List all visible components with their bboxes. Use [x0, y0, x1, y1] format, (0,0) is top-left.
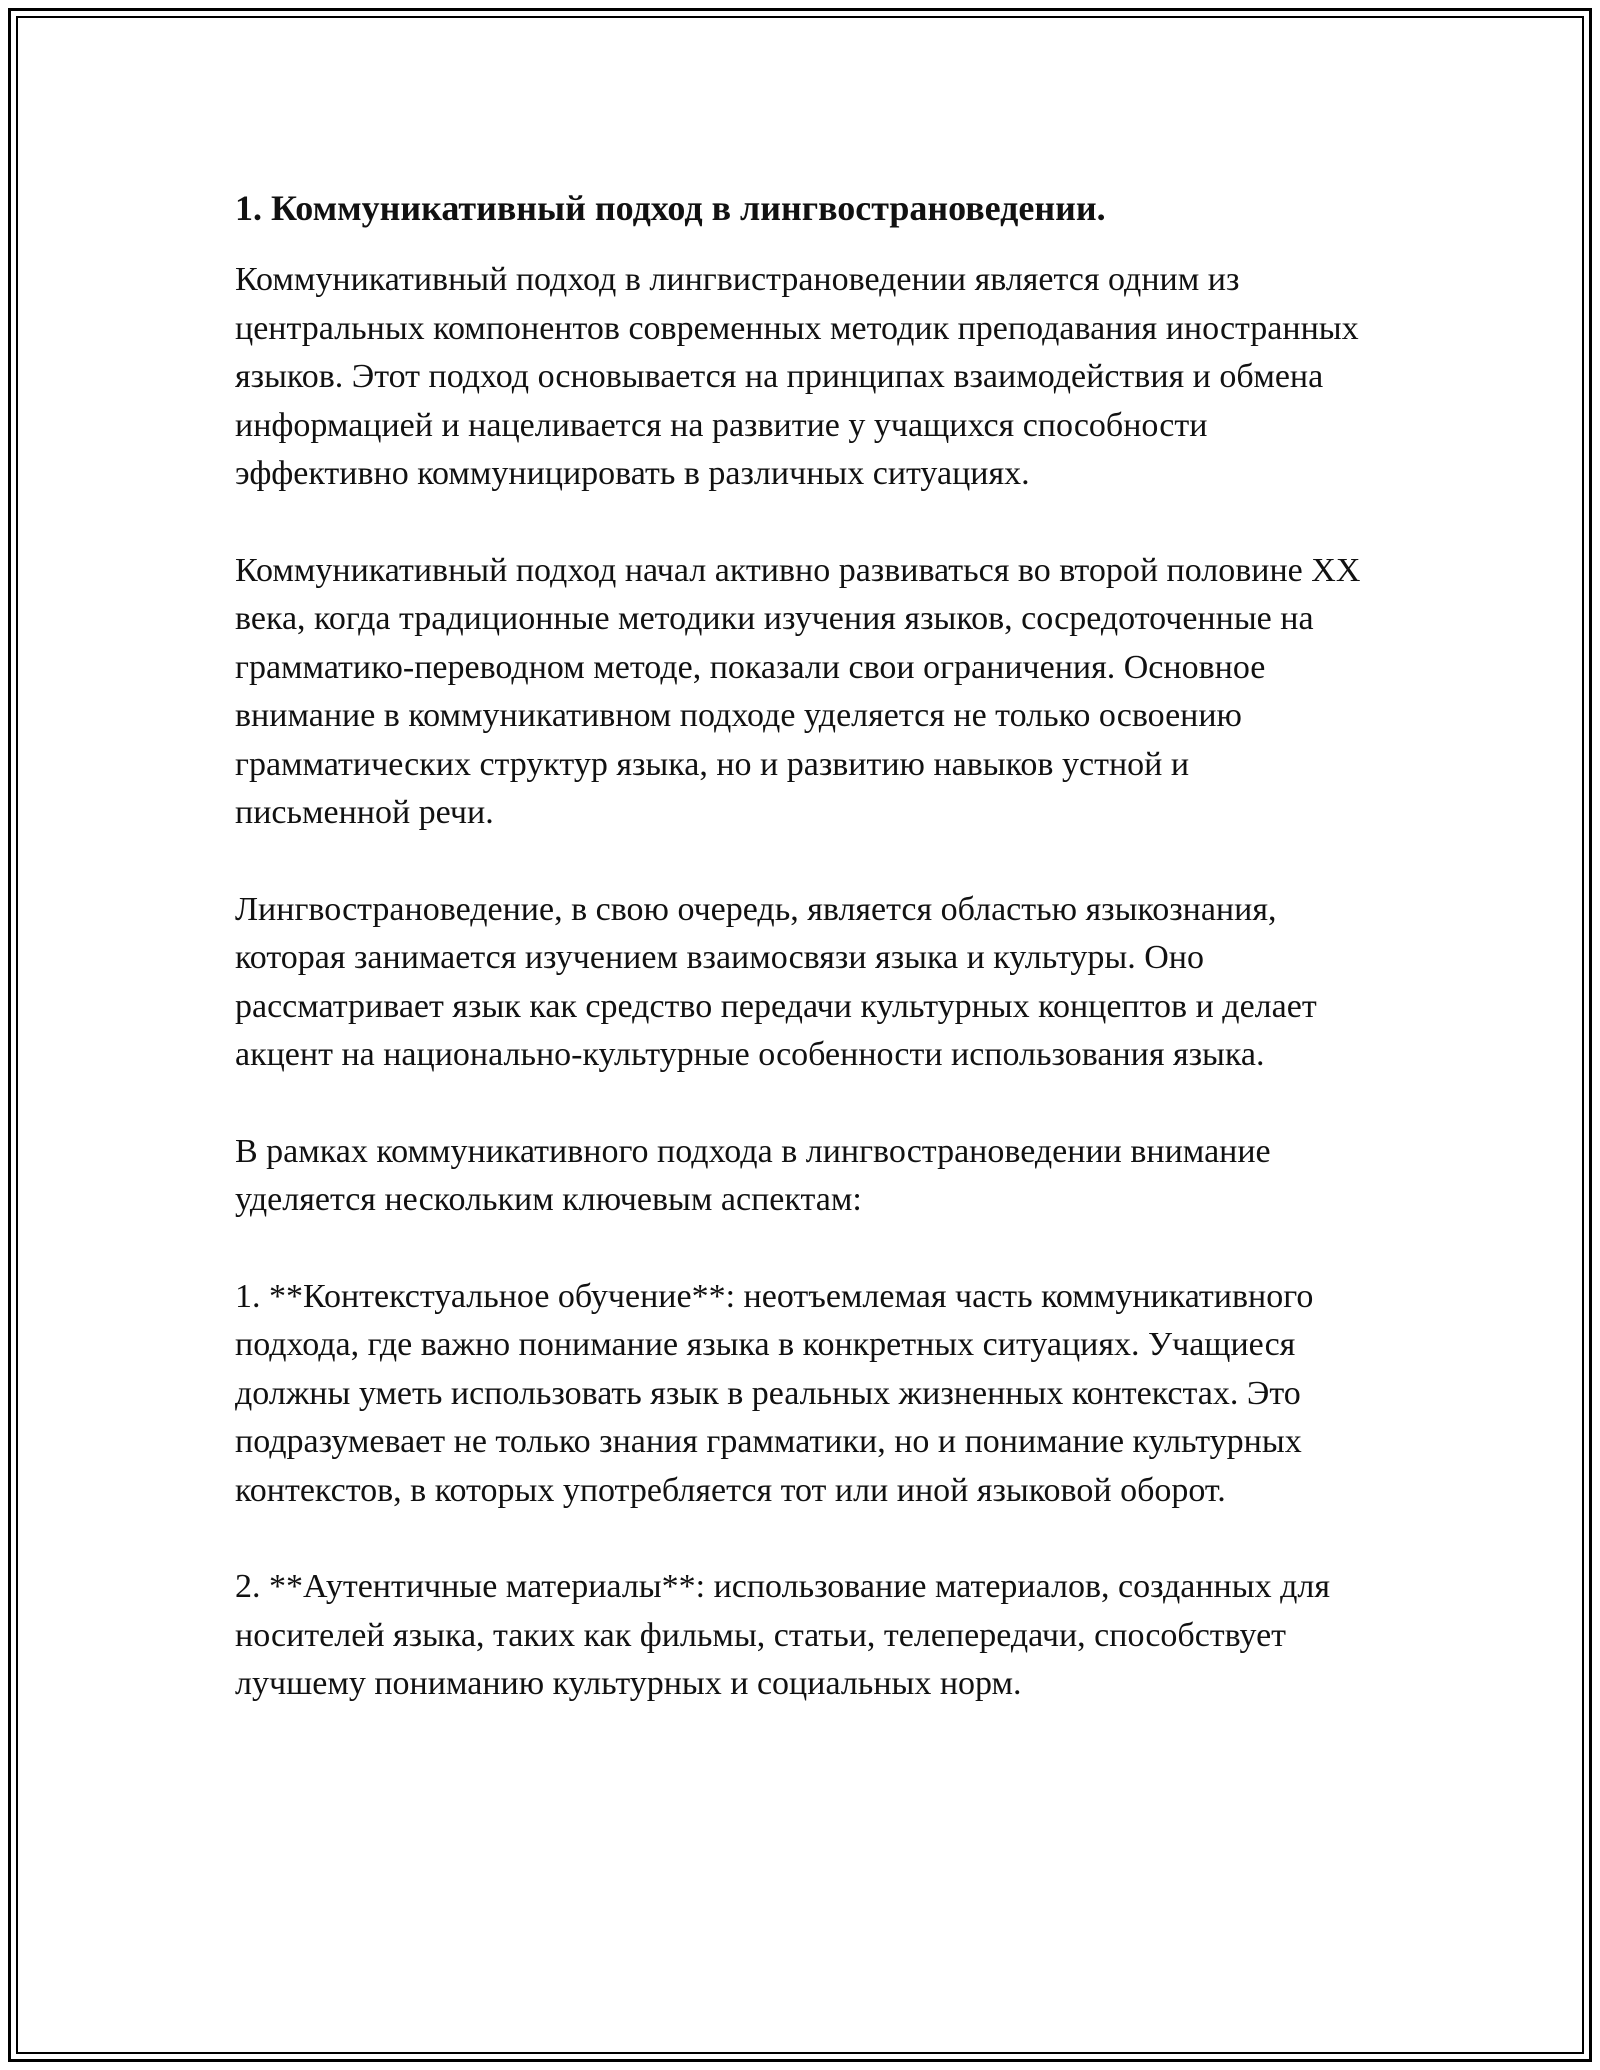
- list-item-contextual-learning: 1. **Контекстуальное обучение**: неотъемлемая часть коммуникативного подхода, где важно понимание языка в конкретных ситуациях. Учащиеся должны уметь использовать язык в реальных жизненных контекстах. Это подразумевает не только знания грамматики, но и понимание культурных контекстов, в которых употребляется тот или иной языковой оборот.: [235, 1277, 1314, 1509]
- paragraph-definition: Лингвострановедение, в свою очередь, является областью языкознания, которая занимается изучением взаимосвязи языка и культуры. Оно рассматривает язык как средство передачи культурных концептов и делает акцент на национально-культурные особенности использования языка.: [235, 890, 1317, 1073]
- document-body: [235, 188, 1365, 1709]
- section-heading: 1. Коммуникативный подход в лингвострановедении.: [235, 188, 1106, 228]
- paragraph-aspects-intro: В рамках коммуникативного подхода в лингвострановедении внимание уделяется нескольким ключевым аспектам:: [235, 1132, 1271, 1218]
- paragraph-intro: Коммуникативный подход в лингвистрановедении является одним из центральных компонентов современных методик преподавания иностранных языков. Этот подход основывается на принципах взаимодействия и обмена информацией и нацеливается на развитие у учащихся способности эффективно коммуницировать в различных ситуациях.: [235, 261, 1359, 492]
- list-item-authentic-materials: 2. **Аутентичные материалы**: использование материалов, созданных для носителей языка, таких как фильмы, статьи, телепередачи, способствует лучшему пониманию культурных и социальных норм.: [235, 1568, 1330, 1702]
- paragraph-history: Коммуникативный подход начал активно развиваться во второй половине XX века, когда традиционные методики изучения языков, сосредоточенные на грамматико-переводном методе, показали свои ограничения. Основное внимание в коммуникативном подходе уделяется не только освоению грамматических структур языка, но и развитию навыков устной и письменной речи.: [235, 551, 1361, 831]
